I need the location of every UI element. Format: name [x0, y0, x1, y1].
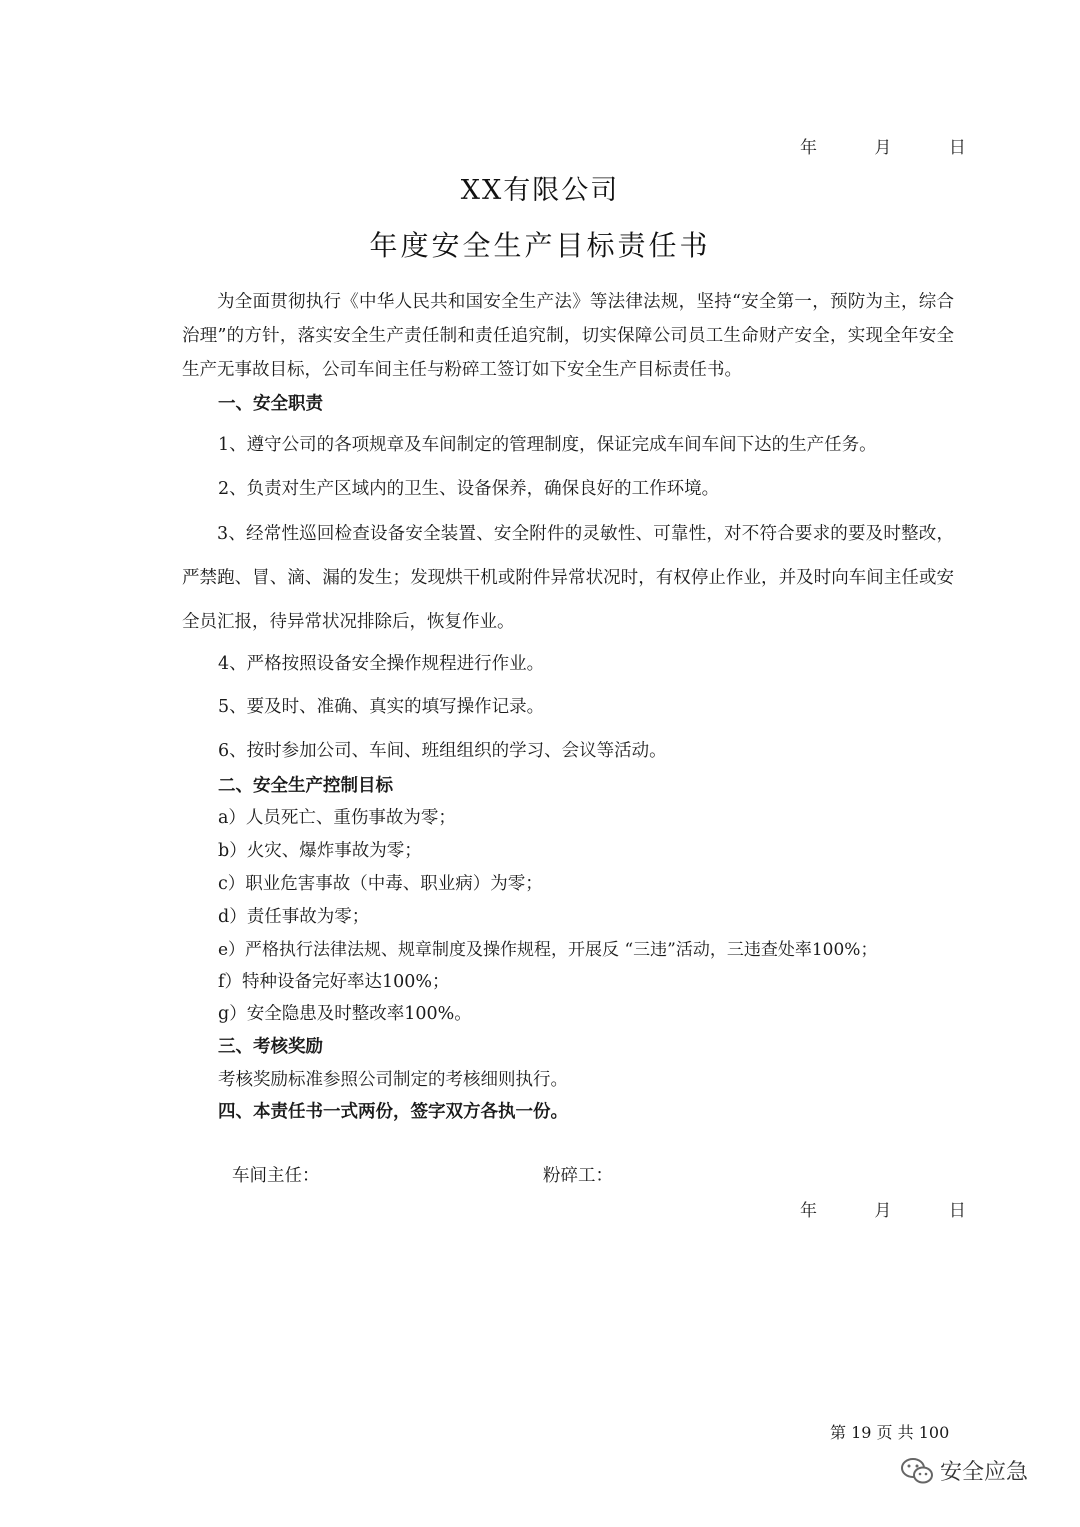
- date-bottom: [800, 1196, 966, 1221]
- section4-heading: 四、本责任书一式两份，签字双方各执一份。: [218, 1102, 568, 1122]
- date-month: 月: [874, 138, 892, 158]
- section2-heading: 二、安全生产控制目标: [218, 776, 393, 796]
- duty-item-4: 4、严格按照设备安全操作规程进行作业。: [218, 654, 545, 674]
- target-item-b: b）火灾、爆炸事故为零；: [218, 841, 422, 861]
- target-item-e: e）严格执行法律法规、规章制度及操作规程，开展反 “三违”活动，三违查处率100%；: [218, 940, 878, 960]
- duty-item-1: 1、遵守公司的各项规章及车间制定的管理制度，保证完成车间车间下达的生产任务。: [218, 435, 877, 455]
- company-title: XX有限公司: [460, 175, 620, 206]
- section3-heading: 三、考核奖励: [218, 1037, 323, 1057]
- target-item-g: g）安全隐患及时整改率100%。: [218, 1004, 472, 1024]
- target-item-a: a）人员死亡、重伤事故为零；: [218, 808, 456, 828]
- intro-paragraph: 为全面贯彻执行《中华人民共和国安全生产法》等法律法规，坚持“安全第一，预防为主，综合治理”的方针，落实安全生产责任制和责任追究制，切实保障公司员工生命财产安全，实现全年安全生产无事故目标，公司车间主任与粉碎工签订如下安全生产目标责任书。: [182, 292, 954, 380]
- date-top: [800, 133, 966, 158]
- date-day: 日: [948, 138, 966, 158]
- date-month: 月: [874, 1201, 892, 1221]
- signature-crusher-worker: 粉碎工：: [543, 1166, 613, 1186]
- watermark-text: 安全应急: [940, 1460, 1029, 1485]
- date-day: 日: [948, 1201, 966, 1221]
- duty-item-6: 6、按时参加公司、车间、班组组织的学习、会议等活动。: [218, 741, 667, 761]
- duty-item-3: 3、经常性巡回检查设备安全装置、安全附件的灵敏性、可靠性，对不符合要求的要及时整改，严禁跑、冒、滴、漏的发生；发现烘干机或附件异常状况时，有权停止作业，并及时向车间主任或安全员汇报，待异常状况排除后，恢复作业。: [182, 524, 954, 632]
- document-title: 年度安全生产目标责任书: [369, 229, 711, 262]
- section1-heading: 一、安全职责: [218, 394, 323, 414]
- target-item-c: c）职业危害事故（中毒、职业病）为零；: [218, 874, 543, 894]
- page-number: 第 19 页 共 100: [830, 1423, 950, 1442]
- wechat-icon: [900, 1457, 934, 1485]
- date-year: 年: [800, 1201, 817, 1221]
- duty-item-5: 5、要及时、准确、真实的填写操作记录。: [218, 697, 545, 717]
- signature-workshop-director: 车间主任：: [232, 1166, 320, 1186]
- target-item-f: f）特种设备完好率达100%；: [218, 972, 450, 992]
- section3-text: 考核奖励标准参照公司制定的考核细则执行。: [218, 1070, 568, 1090]
- duty-item-2: 2、负责对生产区域内的卫生、设备保养，确保良好的工作环境。: [218, 479, 720, 499]
- date-year: 年: [800, 138, 817, 158]
- watermark: [900, 1455, 1028, 1486]
- target-item-d: d）责任事故为零；: [218, 907, 370, 927]
